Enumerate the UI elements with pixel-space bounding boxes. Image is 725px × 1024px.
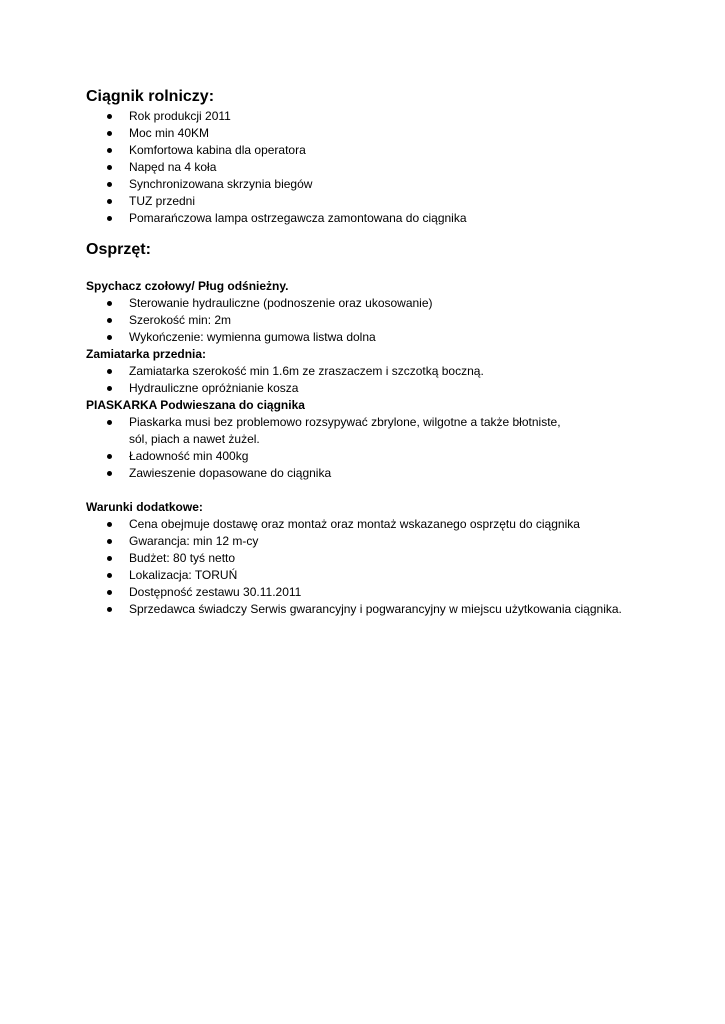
list-item: Sprzedawca świadczy Serwis gwarancyjny i pogwarancyjny w miejscu użytkowania ciągnika.: [86, 601, 666, 618]
document-content: [86, 86, 666, 618]
list-item: Zawieszenie dopasowane do ciągnika: [86, 465, 666, 482]
list-item: TUZ przedni: [86, 193, 666, 210]
list-item: Moc min 40KM: [86, 125, 666, 142]
list-item: Ładowność min 400kg: [86, 448, 666, 465]
list-item: Lokalizacja: TORUŃ: [86, 567, 666, 584]
list-item: Cena obejmuje dostawę oraz montaż oraz montaż wskazanego osprzętu do ciągnika: [86, 516, 666, 533]
list-item: Wykończenie: wymienna gumowa listwa dolna: [86, 329, 666, 346]
list-item: Komfortowa kabina dla operatora: [86, 142, 666, 159]
section-title-conditions: Warunki dodatkowe:: [86, 500, 203, 514]
spreader-spec-list: [86, 414, 666, 482]
group-title-sweeper: Zamiatarka przednia:: [86, 347, 207, 361]
list-item-line-continued: sól, piach a nawet żużel.: [129, 432, 260, 446]
group-title-plow: Spychacz czołowy/ Pług odśnieżny.: [86, 279, 289, 293]
sweeper-spec-list: [86, 363, 666, 397]
list-item: Pomarańczowa lampa ostrzegawcza zamontowana do ciągnika: [86, 210, 666, 227]
conditions-list: [86, 516, 666, 618]
tractor-spec-list: [86, 108, 666, 227]
section-title-tractor: Ciągnik rolniczy:: [86, 88, 215, 105]
group-title-spreader: PIASKARKA Podwieszana do ciągnika: [86, 398, 305, 412]
list-item: Gwarancja: min 12 m-cy: [86, 533, 666, 550]
section-title-equipment: Osprzęt:: [86, 241, 151, 258]
list-item: Napęd na 4 koła: [86, 159, 666, 176]
list-item: Budżet: 80 tyś netto: [86, 550, 666, 567]
list-item: Rok produkcji 2011: [86, 108, 666, 125]
list-item: Synchronizowana skrzynia biegów: [86, 176, 666, 193]
list-item: Dostępność zestawu 30.11.2011: [86, 584, 666, 601]
list-item: Sterowanie hydrauliczne (podnoszenie oraz ukosowanie): [86, 295, 666, 312]
list-item: Szerokość min: 2m: [86, 312, 666, 329]
plow-spec-list: [86, 295, 666, 346]
list-item-line: Piaskarka musi bez problemowo rozsypywać zbrylone, wilgotne a także błotniste,: [129, 415, 561, 429]
list-item: Zamiatarka szerokość min 1.6m ze zraszaczem i szczotką boczną.: [86, 363, 666, 380]
list-item: [86, 414, 666, 448]
list-item: Hydrauliczne opróżnianie kosza: [86, 380, 666, 397]
